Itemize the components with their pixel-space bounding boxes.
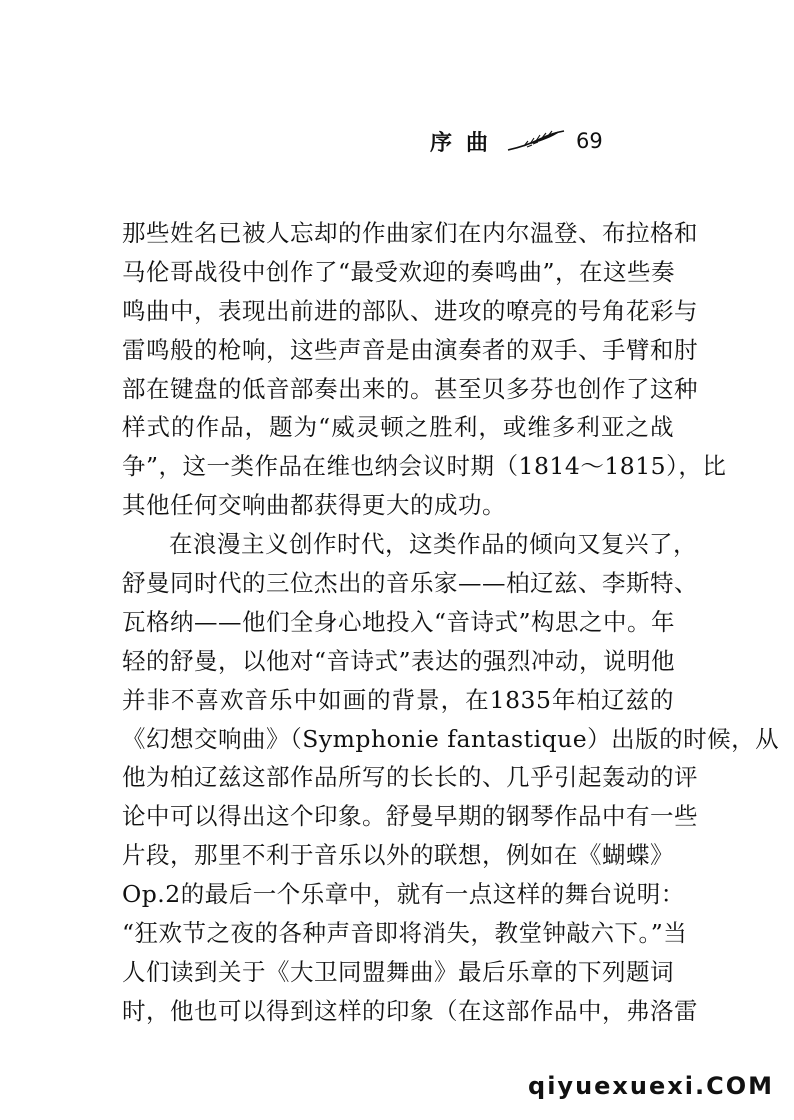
text-line: 在浪漫主义创作时代，这类作品的倾向又复兴了，	[169, 530, 697, 559]
site-watermark: qiyuexuexi.COM	[528, 1072, 774, 1100]
text-line: 人们读到关于《大卫同盟舞曲》最后乐章的下列题词	[122, 957, 674, 986]
text-line: 他为柏辽兹这部作品所写的长长的、几乎引起轰动的评	[122, 763, 698, 792]
text-line: 瓦格纳——他们全身心地投入“音诗式”构思之中。年	[122, 607, 676, 636]
page-number: 69	[576, 129, 603, 153]
text-line: 雷鸣般的枪响，这些声音是由演奏者的双手、手臂和肘	[122, 335, 698, 364]
text-line: 舒曼同时代的三位杰出的音乐家——柏辽兹、李斯特、	[122, 569, 698, 598]
text-line: 争”，这一类作品在维也纳会议时期（1814～1815），比	[122, 452, 727, 481]
text-line: 时，他也可以得到这样的印象（在这部作品中，弗洛雷	[122, 996, 698, 1025]
text-line: 轻的舒曼，以他对“音诗式”表达的强烈冲动，说明他	[122, 646, 676, 675]
text-line: 样式的作品，题为“威灵顿之胜利，或维多利亚之战	[122, 413, 674, 442]
text-line: 那些姓名已被人忘却的作曲家们在内尔温登、布拉格和	[122, 219, 698, 247]
text-line: Op.2的最后一个乐章中，就有一点这样的舞台说明：	[122, 880, 685, 909]
text-line: “狂欢节之夜的各种声音即将消失，教堂钟敲六下。”当	[122, 919, 688, 948]
text-line: 部在键盘的低音部奏出来的。甚至贝多芬也创作了这种	[122, 374, 698, 403]
text-line: 其他任何交响曲都获得更大的成功。	[122, 491, 506, 520]
text-line: 并非不喜欢音乐中如画的背景，在1835年柏辽兹的	[122, 685, 674, 714]
text-line: 马伦哥战役中创作了“最受欢迎的奏鸣曲”，在这些奏	[122, 257, 676, 286]
text-line: 《幻想交响曲》（Symphonie fantastique）出版的时候，从	[122, 724, 780, 753]
text-line: 论中可以得出这个印象。舒曼早期的钢琴作品中有一些	[122, 802, 698, 831]
feather-ornament-icon	[506, 130, 566, 152]
body-text	[122, 214, 780, 1031]
text-line: 鸣曲中，表现出前进的部队、进攻的嘹亮的号角花彩与	[122, 296, 698, 325]
chapter-title: 序曲	[430, 130, 503, 156]
running-header	[430, 124, 670, 158]
text-line: 片段，那里不利于音乐以外的联想，例如在《蝴蝶》	[122, 841, 674, 870]
